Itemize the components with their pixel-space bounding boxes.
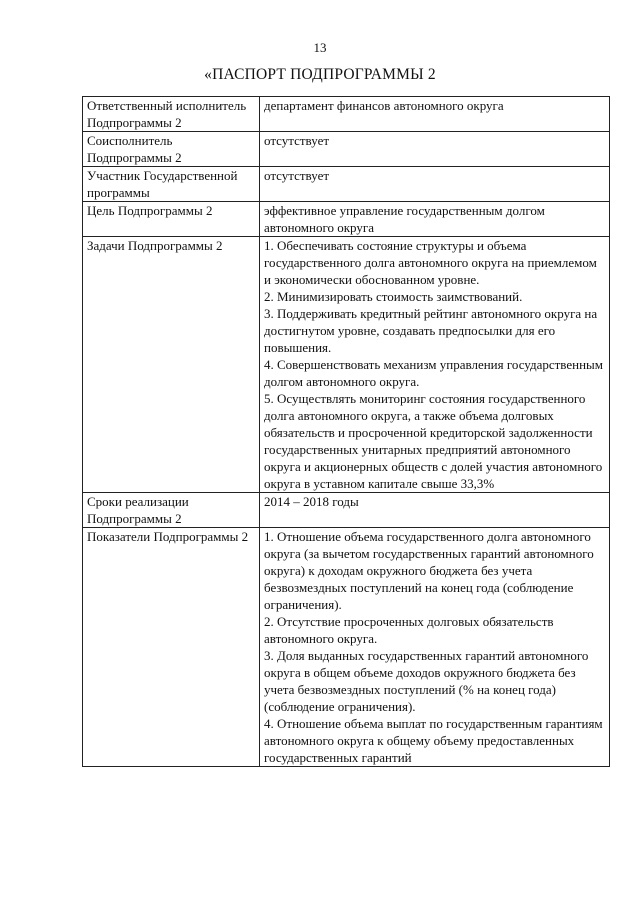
row-label: Соисполнитель Подпрограммы 2 [83, 132, 260, 167]
value-text: отсутствует [264, 133, 330, 148]
task-item: 2. Минимизировать стоимость заимствований. [264, 289, 523, 304]
row-value [260, 528, 610, 767]
passport-table [82, 96, 610, 767]
value-text: эффективное управление государственным долгом автономного округа [264, 203, 545, 235]
table-row [83, 493, 610, 528]
table-row [83, 237, 610, 493]
task-item: 5. Осуществлять мониторинг состояния государственного долга автономного округа, а также объема долговых обязательств и просроченной кредиторской задолженности государственных унитарных предприятий автономного округа и акционерных обществ с долей участия автономного округа в уставном капитале свыше 33,3% [264, 391, 603, 491]
document-title: «ПАСПОРТ ПОДПРОГРАММЫ 2 [204, 66, 436, 83]
value-text: департамент финансов автономного округа [264, 98, 504, 113]
indicator-item: 3. Доля выданных государственных гарантий автономного округа в общем объеме доходов окружного бюджета без учета безвозмездных поступлений (% на конец года) (соблюдение ограничения). [264, 648, 589, 714]
indicator-item: 2. Отсутствие просроченных долговых обязательств автономного округа. [264, 614, 554, 646]
row-value [260, 493, 610, 528]
table-row [83, 528, 610, 767]
table-row [83, 167, 610, 202]
row-label: Ответственный исполнитель Подпрограммы 2 [83, 97, 260, 132]
row-value [260, 167, 610, 202]
page-number: 13 [313, 40, 327, 55]
row-label: Цель Подпрограммы 2 [83, 202, 260, 237]
row-label: Сроки реализации Подпрограммы 2 [83, 493, 260, 528]
row-value [260, 132, 610, 167]
row-label: Задачи Подпрограммы 2 [83, 237, 260, 493]
row-value [260, 237, 610, 493]
indicator-item: 4. Отношение объема выплат по государственным гарантиям автономного округа к общему объему предоставленных государственных гарантий [264, 716, 603, 765]
row-label: Участник Государственной программы [83, 167, 260, 202]
task-item: 3. Поддерживать кредитный рейтинг автономного округа на достигнутом уровне, создавать предпосылки для его повышения. [264, 306, 598, 355]
row-value [260, 97, 610, 132]
value-text: 2014 – 2018 годы [264, 494, 359, 509]
table-row [83, 132, 610, 167]
task-item: 4. Совершенствовать механизм управления государственным долгом автономного округа. [264, 357, 604, 389]
value-text: отсутствует [264, 168, 330, 183]
indicator-item: 1. Отношение объема государственного долга автономного округа (за вычетом государственных гарантий автономного округа) к доходам окружного бюджета без учета безвозмездных поступлений на конец года (соблюдение ограничения). [264, 529, 594, 612]
task-item: 1. Обеспечивать состояние структуры и объема государственного долга автономного округа на приемлемом и экономически обоснованном уровне. [264, 238, 597, 287]
row-label: Показатели Подпрограммы 2 [83, 528, 260, 767]
table-row [83, 202, 610, 237]
table-row [83, 97, 610, 132]
row-value [260, 202, 610, 237]
